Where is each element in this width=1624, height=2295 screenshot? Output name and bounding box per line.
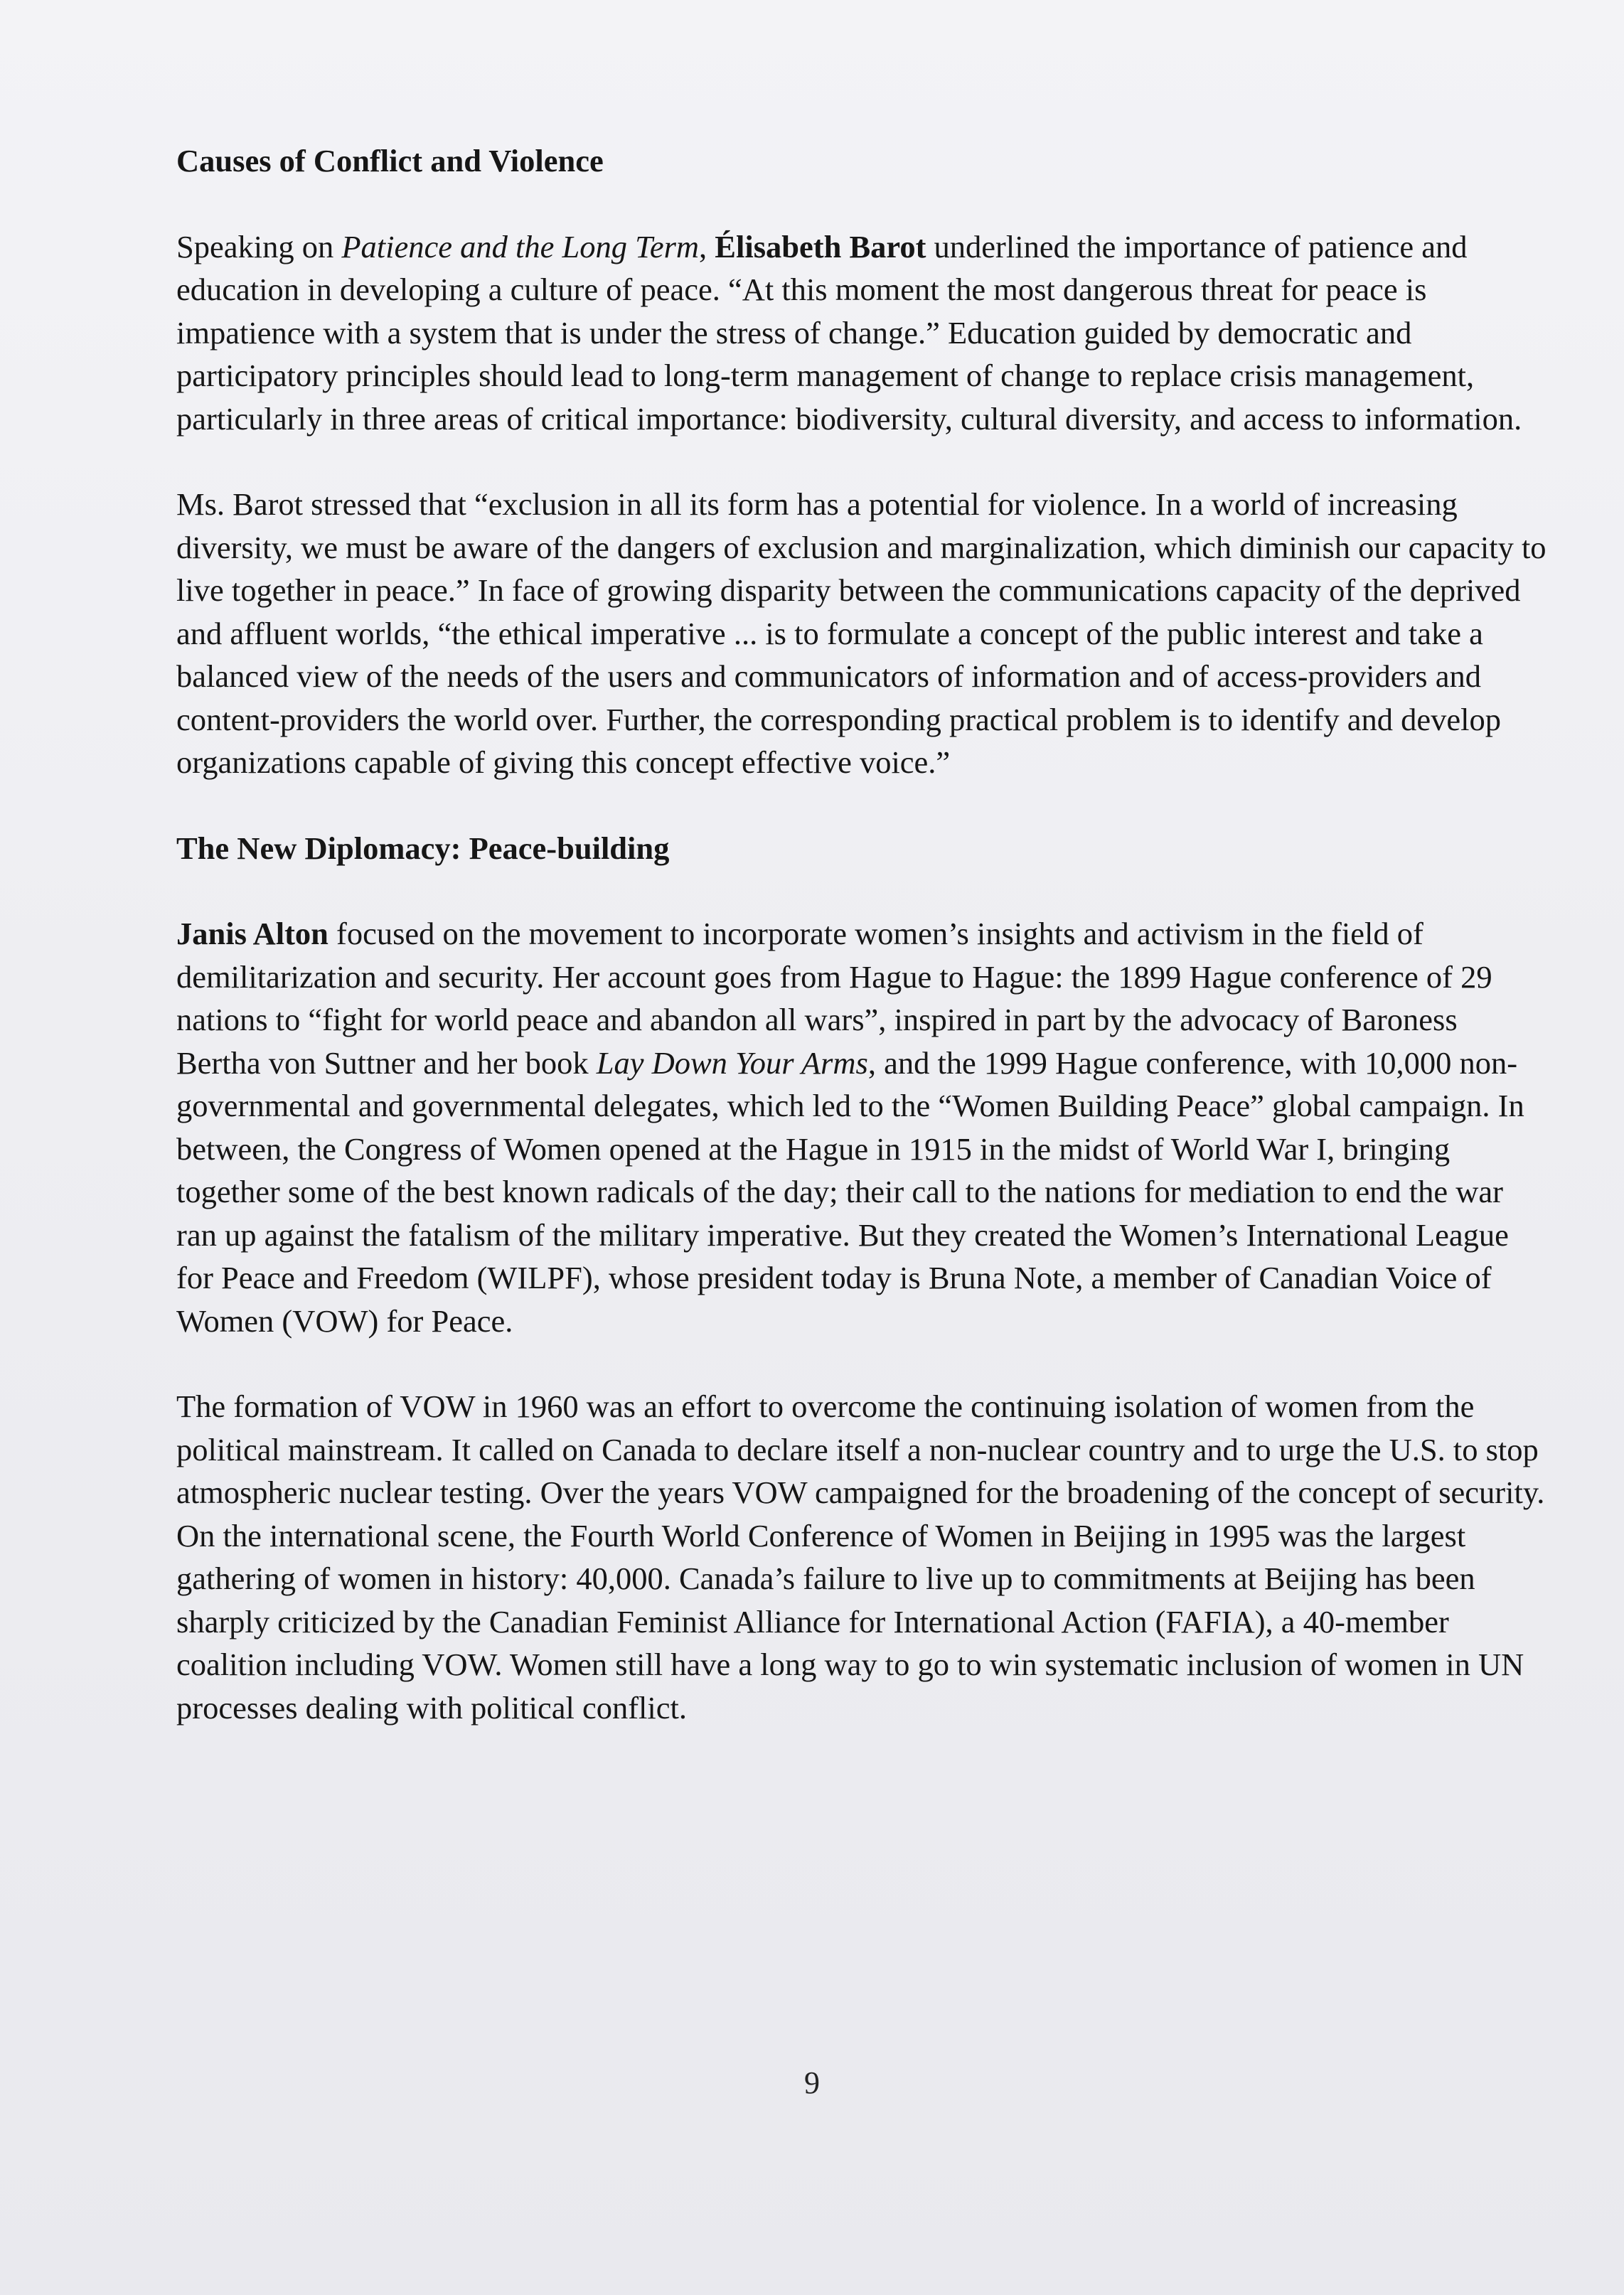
section-heading-causes: Causes of Conflict and Violence xyxy=(176,143,604,178)
speaker-name-alton: Janis Alton xyxy=(176,916,328,951)
page-content xyxy=(176,139,1549,1729)
paragraph-text: focused on the movement to incorporate women’s insights and activism in the field of demilitarization and security. Her account goes from Hague to Hague: the 1899 Hague conference of 29 nations to “fight for world peace and abandon all wars”, inspired in part by the advocacy of Baroness Bertha von Suttner and her book xyxy=(176,916,1492,1081)
paragraph-alton-1 xyxy=(176,912,1549,1342)
paragraph-text: Speaking on xyxy=(176,228,342,264)
paragraph-barot-2: Ms. Barot stressed that “exclusion in all its form has a potential for violence. In a world of increasing diversity, we must be aware of the dangers of exclusion and marginalization, which diminish our capacity to live together in peace.” In face of growing disparity between the communications capacity of the deprived and affluent worlds, “the ethical imperative ... is to formulate a concept of the public interest and take a balanced view of the needs of the users and communicators of information and of access-providers and content-providers the world over. Further, the corresponding practical problem is to identify and develop organizations capable of giving this concept effective voice.” xyxy=(176,486,1546,780)
paragraph-barot-1 xyxy=(176,225,1549,441)
italic-title-patience: Patience and the Long Term xyxy=(341,228,700,264)
italic-title-lay-down: Lay Down Your Arms xyxy=(596,1044,868,1081)
paragraph-text: , xyxy=(699,228,715,264)
section-heading-new-diplomacy: The New Diplomacy: Peace-building xyxy=(176,830,670,866)
page-number: 9 xyxy=(804,2065,820,2100)
speaker-name-barot: Élisabeth Barot xyxy=(715,228,926,264)
paragraph-text: underlined the importance of patience and education in developing a culture of peace. “At this moment the most dangerous threat for peace is impatience with a system that is under the stress of change.” Education guided by democratic and participatory principles should lead to long-term management of change to replace crisis management, particularly in three areas of critical importance: biodiversity, cultural diversity, and access to information. xyxy=(176,228,1522,437)
paragraph-text: , and the 1999 Hague conference, with 10,000 non-governmental and governmental delegates, which led to the “Women Building Peace” global campaign. In between, the Congress of Women opened at the Hague in 1915 in the midst of World War I, bringing together some of the best known radicals of the day; their call to the nations for mediation to end the war ran up against the fatalism of the military imperative. But they created the Women’s International League for Peace and Freedom (WILPF), whose president today is Bruna Note, a member of Canadian Voice of Women (VOW) for Peace. xyxy=(176,1044,1524,1339)
paragraph-vow: The formation of VOW in 1960 was an effort to overcome the continuing isolation of women from the political mainstream. It called on Canada to declare itself a non-nuclear country and to urge the U.S. to stop atmospheric nuclear testing. Over the years VOW campaigned for the broadening of the concept of security. On the international scene, the Fourth World Conference of Women in Beijing in 1995 was the largest gathering of women in history: 40,000. Canada’s failure to live up to commitments at Beijing has been sharply criticized by the Canadian Feminist Alliance for International Action (FAFIA), a 40-member coalition including VOW. Women still have a long way to go to win systematic inclusion of women in UN processes dealing with political conflict. xyxy=(176,1389,1545,1726)
